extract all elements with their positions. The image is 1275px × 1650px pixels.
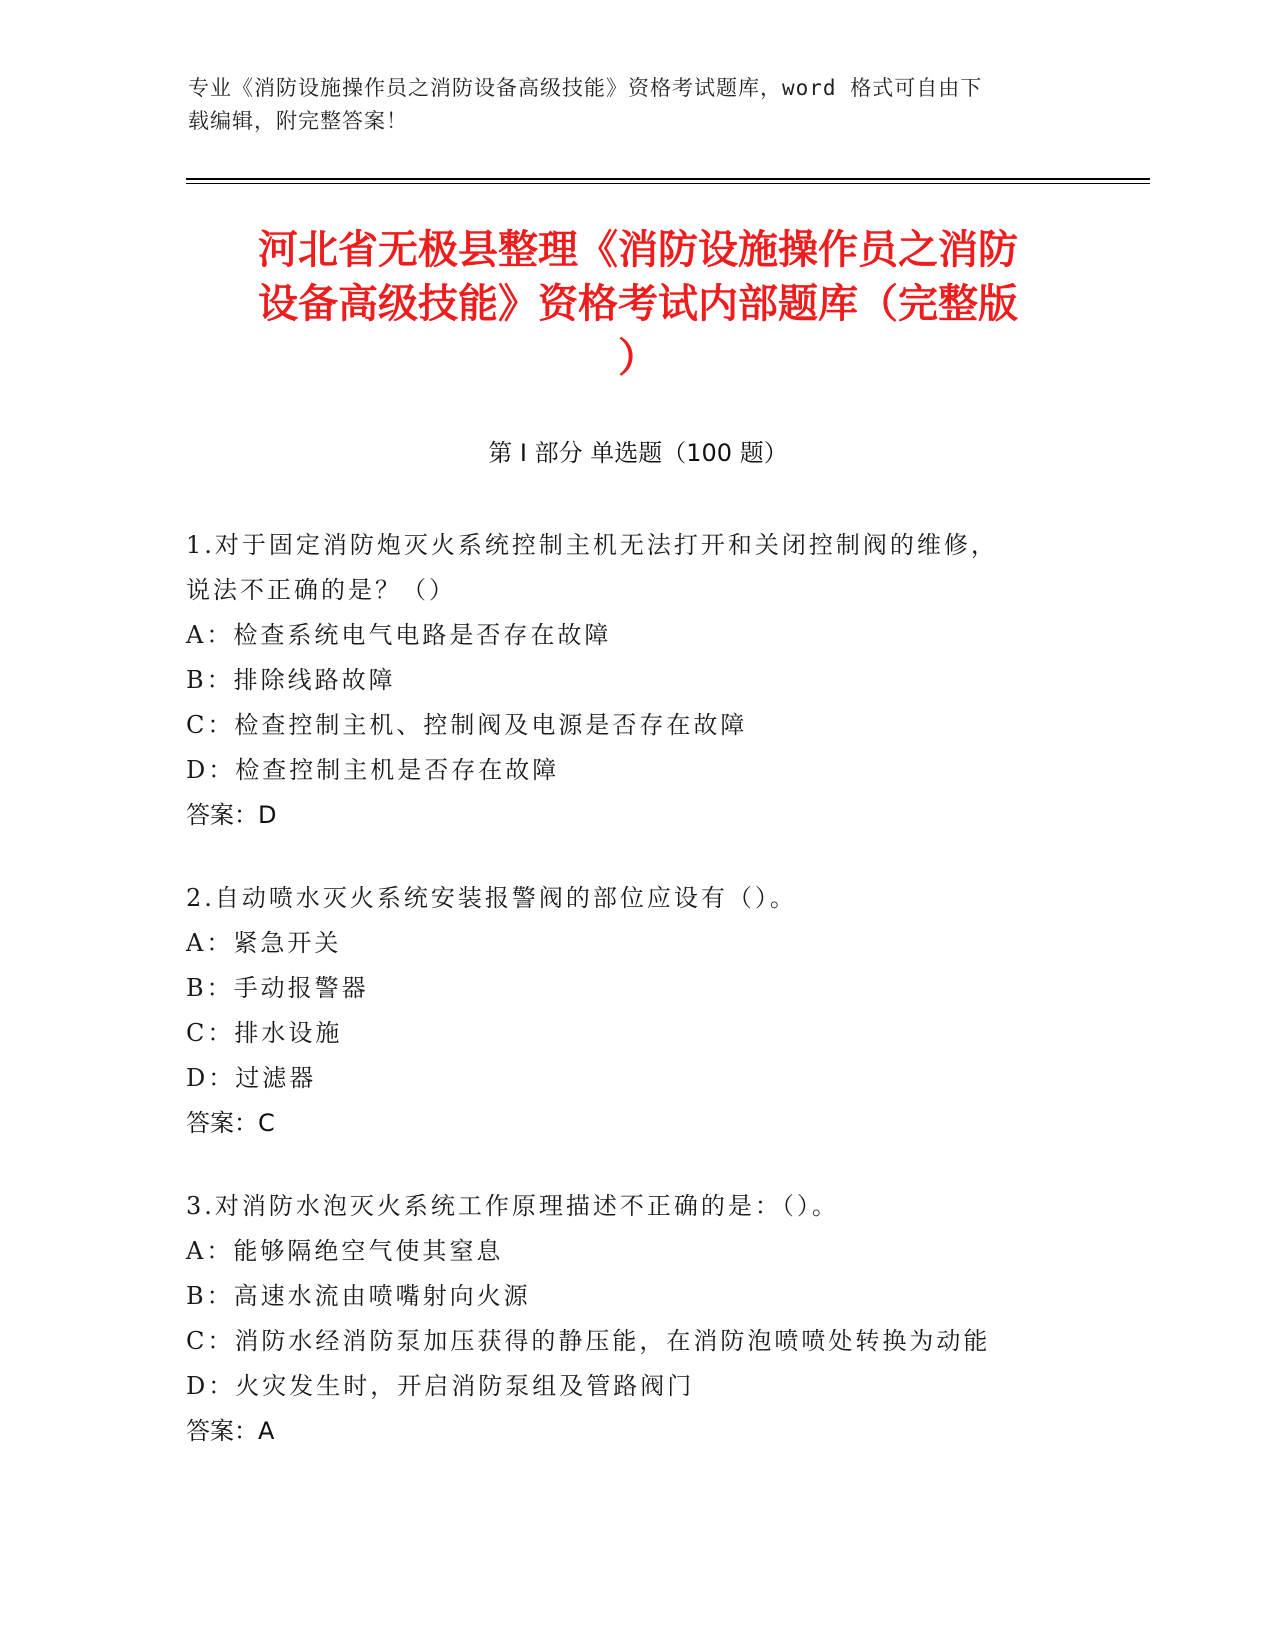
answer: 答案：A: [186, 1417, 275, 1445]
document-title-line-3: ）: [618, 335, 658, 381]
header-divider-thick: [186, 178, 1150, 180]
option-b: B：手动报警器: [186, 974, 369, 1002]
option-a: A：检查系统电气电路是否存在故障: [186, 621, 612, 649]
question-stem-line-1: 2.自动喷水灭火系统安装报警阀的部位应设有（）。: [186, 884, 797, 912]
option-b: B：高速水流由喷嘴射向火源: [186, 1282, 531, 1310]
header-note-line-2: 载编辑，附完整答案！: [188, 109, 408, 133]
question-3: [186, 1184, 1086, 1454]
option-d: D：检查控制主机是否存在故障: [186, 756, 560, 784]
option-d: D：过滤器: [186, 1064, 317, 1092]
document-title-line-2: 设备高级技能》资格考试内部题库（完整版: [258, 281, 1018, 327]
option-d: D：火灾发生时，开启消防泵组及管路阀门: [186, 1372, 695, 1400]
option-a: A：能够隔绝空气使其窒息: [186, 1237, 504, 1265]
question-stem-line-1: 3.对消防水泡灭火系统工作原理描述不正确的是：（）。: [186, 1192, 839, 1220]
question-stem-line-2: 说法不正确的是？（）: [186, 576, 456, 604]
header-divider-thin: [186, 183, 1150, 184]
option-a: A：紧急开关: [186, 929, 342, 957]
question-stem-line-1: 1.对于固定消防炮灭火系统控制主机无法打开和关闭控制阀的维修，: [186, 531, 998, 559]
option-c: C：检查控制主机、控制阀及电源是否存在故障: [186, 711, 748, 739]
option-b: B：排除线路故障: [186, 666, 396, 694]
question-1: [186, 523, 1086, 838]
answer: 答案：D: [186, 801, 277, 829]
header-note-line-1: 专业《消防设施操作员之消防设备高级技能》资格考试题库，word 格式可自由下: [188, 76, 983, 100]
header-note: [188, 72, 1068, 138]
section-title: 第 I 部分 单选题（100 题）: [488, 439, 788, 467]
document-title: [188, 223, 1088, 385]
question-list: [186, 523, 1086, 1492]
question-2: [186, 876, 1086, 1146]
option-c: C：排水设施: [186, 1019, 343, 1047]
answer: 答案：C: [186, 1109, 275, 1137]
option-c: C：消防水经消防泵加压获得的静压能，在消防泡喷喷处转换为动能: [186, 1327, 991, 1355]
document-title-line-1: 河北省无极县整理《消防设施操作员之消防: [258, 227, 1018, 273]
